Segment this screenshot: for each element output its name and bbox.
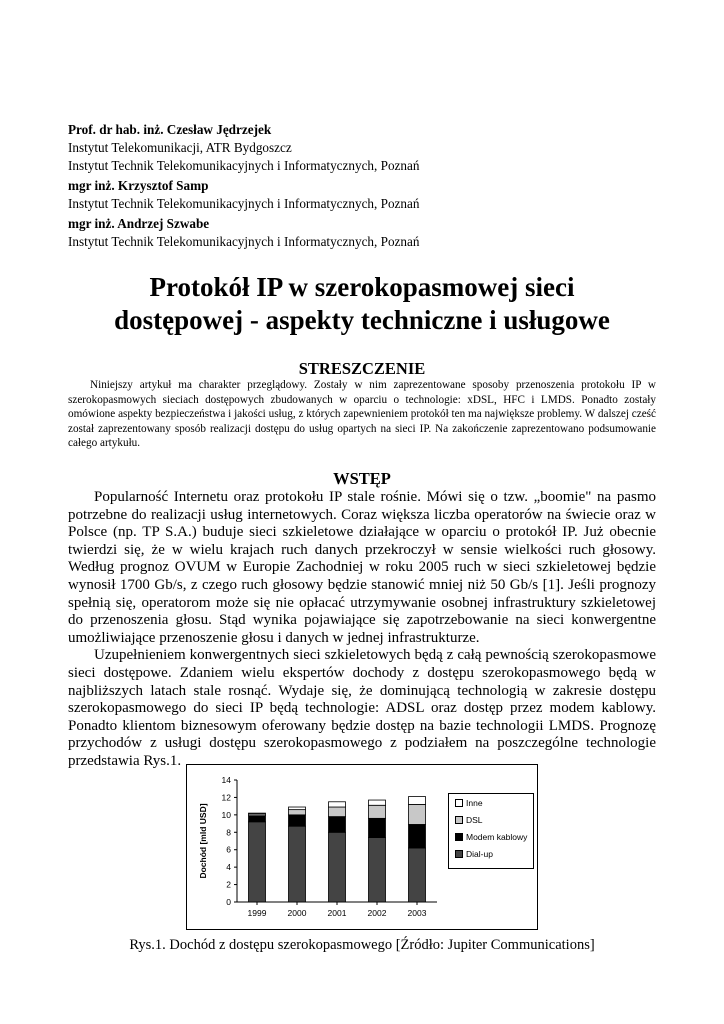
legend-item (449, 846, 533, 862)
author-name: mgr inż. Andrzej Szwabe (68, 216, 210, 231)
legend-label: Dial-up (466, 849, 493, 859)
author-affiliation: Instytut Technik Telekomunikacyjnych i Informatycznych, Poznań (68, 234, 420, 249)
legend-label: Modem kablowy (466, 832, 528, 842)
bar-dsl (369, 805, 386, 818)
author-affiliation: Instytut Technik Telekomunikacyjnych i Informatycznych, Poznań (68, 158, 420, 173)
x-tick-label: 2001 (327, 908, 347, 918)
bar-dial-up (289, 826, 306, 902)
y-tick-label: 12 (221, 792, 231, 803)
legend-item (449, 795, 533, 811)
y-tick-label: 4 (226, 862, 231, 873)
revenue-chart (186, 764, 538, 930)
author-1 (68, 121, 668, 175)
chart-legend (448, 793, 534, 869)
legend-item (449, 812, 533, 828)
legend-swatch (455, 799, 463, 807)
intro-paragraph-1: Popularność Internetu oraz protokołu IP stale rośnie. Mówi się o tzw. „boomie" na pasmo potrzebne do realizacji usług internetowych. Coraz większa liczba operatorów na świecie oraz w Polsce (np. TP S.A.) buduje sieci szkieletowe działające w oparciu o protokół IP. Już obecnie twierdzi się, że w wielu krajach ruch danych przekroczył w sensie wielkości ruch głosowy. Według prognoz OVUM w Europie Zachodniej w roku 2005 ruch w sieci szkieletowej będzie wynosił 1700 Gb/s, z czego ruch głosowy będzie stanowić mniej niż 50 Gb/s [1]. Jeśli prognozy spełnią się, operatorom może się nie opłacać utrzymywanie osobnej infrastruktury szkieletowej do przenoszenia głosu. Stąd wynika pojawiające się zapotrzebowanie na sieci konwergentne umożliwiające przenoszenie głosu i danych w jednej infrastrukturze. (68, 489, 656, 646)
y-tick-label: 10 (221, 809, 231, 820)
x-tick-label: 1999 (247, 908, 267, 918)
intro-body (68, 489, 656, 771)
figure-caption: Rys.1. Dochód z dostępu szerokopasmowego [Źródło: Jupiter Communications] (129, 937, 595, 953)
legend-label: Inne (466, 798, 483, 808)
y-tick-label: 2 (226, 879, 231, 890)
bar-dial-up (249, 822, 266, 902)
bar-inne (249, 813, 266, 814)
author-name: Prof. dr hab. inż. Czesław Jędrzejek (68, 122, 272, 137)
bar-modem-kablowy (369, 818, 386, 837)
y-axis-label: Dochód [mld USD] (198, 803, 208, 879)
bar-dial-up (409, 848, 426, 902)
bar-modem-kablowy (409, 824, 426, 848)
bar-dial-up (329, 832, 346, 902)
bar-inne (409, 797, 426, 805)
author-name: mgr inż. Krzysztof Samp (68, 178, 209, 193)
legend-swatch (455, 850, 463, 858)
intro-paragraph-2: Uzupełnieniem konwergentnych sieci szkieletowych będą z całą pewnością szerokopasmowe sieci dostępowe. Zdaniem wielu ekspertów dochody z dostępu szerokopasmowego będą w najbliższych latach stale rosnąć. Wydaje się, że dominującą technologią w zakresie dostępu szerokopasmowego do sieci IP będą technologie: ADSL oraz dostęp przez modem kablowy. Ponadto klientom biznesowym oferowany będzie dostęp na bazie technologii LMDS. Prognozę przychodów z usługi dostępu szerokopasmowego z podziałem na poszczególne technologie przedstawia Rys.1. (68, 647, 656, 769)
author-affiliation: Instytut Telekomunikacji, ATR Bydgoszcz (68, 140, 292, 155)
intro-heading: WSTĘP (333, 469, 391, 488)
paper-title-line-2: dostępowej - aspekty techniczne i usługowe (114, 305, 610, 335)
bar-modem-kablowy (329, 817, 346, 833)
x-tick-label: 2002 (367, 908, 387, 918)
legend-swatch (455, 816, 463, 824)
y-tick-label: 8 (226, 827, 231, 838)
bar-dial-up (369, 838, 386, 902)
author-2 (68, 177, 668, 213)
bar-modem-kablowy (249, 816, 266, 822)
y-tick-label: 0 (226, 897, 231, 907)
bar-inne (329, 802, 346, 807)
paper-title-line-1: Protokół IP w szerokopasmowej sieci (149, 272, 575, 302)
bar-modem-kablowy (289, 815, 306, 826)
paper-title (40, 271, 684, 337)
bar-inne (369, 800, 386, 805)
abstract-text: Niniejszy artykuł ma charakter przeglądowy. Zostały w nim zaprezentowane sposoby przenoszenia protokołu IP w szerokopasmowych sieciach dostępowych zbudowanych w oparciu o technologie: xDSL, HFC i LMDS. Ponadto zostały omówione aspekty bezpieczeństwa i jakości usług, z których zapewnieniem protokół ten ma największe problemy. W dalszej cześć został zaprezentowany sposób realizacji dostępu do usług opartych na sieci IP. Na zakończenie zaprezentowano podsumowanie całego artykułu. (68, 379, 656, 449)
bar-dsl (289, 810, 306, 815)
y-tick-label: 14 (221, 775, 231, 785)
author-3 (68, 215, 668, 251)
bar-inne (289, 807, 306, 810)
x-tick-label: 2003 (407, 908, 427, 918)
bar-dsl (409, 804, 426, 824)
y-tick-label: 6 (226, 844, 231, 855)
legend-label: DSL (466, 815, 483, 825)
author-affiliation: Instytut Technik Telekomunikacyjnych i Informatycznych, Poznań (68, 196, 420, 211)
abstract-heading: STRESZCZENIE (298, 359, 426, 378)
legend-swatch (455, 833, 463, 841)
legend-item (449, 829, 533, 845)
x-tick-label: 2000 (287, 908, 307, 918)
bar-dsl (329, 807, 346, 817)
author-block (68, 121, 668, 253)
